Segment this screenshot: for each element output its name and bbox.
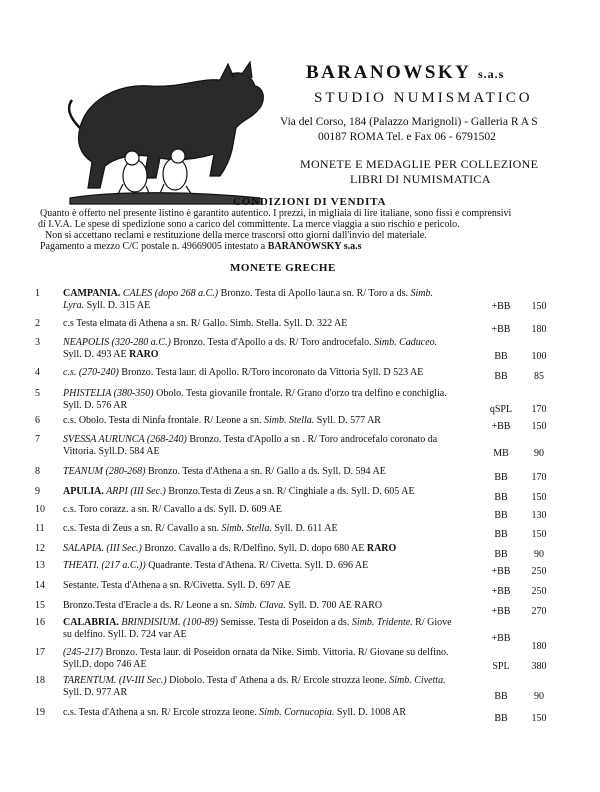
- item-number: 3: [35, 337, 40, 348]
- item-description: [63, 580, 488, 592]
- item-description: [63, 367, 488, 379]
- item-number: 6: [35, 415, 40, 426]
- description-line: [63, 337, 488, 349]
- item-description: [63, 415, 488, 427]
- item-price: 90: [534, 691, 544, 702]
- item-description: [63, 337, 488, 361]
- text-segment: Bronzo. Testa laur. di Apollo. R/Toro incoronato da Vittoria Syll. D 523 AE: [118, 367, 424, 378]
- text-segment: Quadrante. Testa d'Athena. R/ Civetta. Syll. D. 696 AE: [145, 560, 369, 571]
- item-price: 150: [531, 492, 547, 503]
- text-segment: NEAPOLIS (320-280 a.C.): [63, 337, 171, 348]
- item-grade: BB: [494, 549, 508, 560]
- text-segment: Lyra.: [63, 300, 85, 311]
- description-line: [63, 707, 488, 719]
- text-segment: Simb. Caduceo.: [374, 337, 438, 348]
- text-segment: Semisse. Testa di Poseidon a ds.: [217, 617, 352, 628]
- description-line: [63, 600, 488, 612]
- text-segment: Sestante. Testa d'Athena a sn. R/Civetta. Syll. D. 697 AE: [63, 580, 291, 591]
- item-number: 13: [35, 560, 45, 571]
- description-line: [63, 629, 488, 641]
- text-segment: Simb. Civetta.: [389, 675, 446, 686]
- text-segment: Syll. D. 1008 AR: [334, 707, 407, 718]
- text-segment: Bronzo. Testa d'Apollo a ds. R/ Toro androcefalo.: [170, 337, 375, 348]
- item-grade: +BB: [491, 324, 511, 335]
- text-segment: R/ Giove: [412, 617, 452, 628]
- description-line: [63, 486, 488, 498]
- description-line: [63, 318, 488, 330]
- description-line: [63, 446, 488, 458]
- text-segment: Simb. Stella.: [221, 523, 272, 534]
- text-segment: c.s Testa elmata di Athena a sn. R/ Gallo. Simb. Stella. Syll. D. 322 AE: [63, 318, 348, 329]
- item-number: 2: [35, 318, 40, 329]
- text-segment: Syll.D. dopo 746 AE: [63, 659, 147, 670]
- text-segment: APULIA.: [63, 486, 104, 497]
- text-segment: PHISTELIA (380-350): [63, 388, 154, 399]
- text-segment: Syll. D. 611 AE: [271, 523, 338, 534]
- description-line: [63, 349, 488, 361]
- text-segment: THEATI. (217 a.C.)): [63, 560, 146, 571]
- address-line-1: Via del Corso, 184 (Palazzo Marignoli) - Galleria R A S: [280, 116, 538, 128]
- item-price: 180: [531, 641, 547, 652]
- item-number: 18: [35, 675, 45, 686]
- address-line-2: 00187 ROMA Tel. e Fax 06 - 6791502: [318, 131, 496, 143]
- item-grade: BB: [494, 691, 508, 702]
- item-description: [63, 434, 488, 458]
- item-grade: BB: [494, 492, 508, 503]
- text-segment: Syll. D. 576 AR: [63, 400, 128, 411]
- text-segment: Simb. Cornucopia.: [259, 707, 335, 718]
- conditions-title: CONDIZIONI DI VENDITA: [233, 196, 387, 208]
- item-grade: +BB: [491, 301, 511, 312]
- item-description: [63, 707, 488, 719]
- brand-suffix: s.a.s: [477, 67, 505, 81]
- item-number: 19: [35, 707, 45, 718]
- item-grade: +BB: [491, 566, 511, 577]
- item-grade: BB: [494, 472, 508, 483]
- conditions-line-4: [40, 241, 362, 252]
- item-grade: BB: [494, 351, 508, 362]
- item-grade: BB: [494, 510, 508, 521]
- item-price: 170: [531, 404, 547, 415]
- conditions-line-1: Quanto è offerto nel presente listino è garantito autentico. I prezzi, in migliaia di lire italiane, sono fissi e comprensivi: [40, 208, 512, 219]
- studio-subtitle: STUDIO NUMISMATICO: [314, 90, 533, 106]
- item-description: [63, 388, 488, 412]
- text-segment: CALABRIA.: [63, 617, 119, 628]
- description-line: [63, 504, 488, 516]
- item-number: 9: [35, 486, 40, 497]
- item-price: 150: [531, 421, 547, 432]
- she-wolf-logo: [60, 58, 270, 208]
- item-number: 10: [35, 504, 45, 515]
- item-number: 12: [35, 543, 45, 554]
- text-segment: Simb. Tridente.: [351, 617, 413, 628]
- text-segment: Syll. D. 315 AE: [84, 300, 151, 311]
- item-price: 100: [531, 351, 547, 362]
- item-grade: +BB: [491, 633, 511, 644]
- item-description: [63, 675, 488, 699]
- text-segment: RARO: [366, 543, 397, 554]
- item-price: 150: [531, 301, 547, 312]
- text-segment: Diobolo. Testa d' Athena a ds. R/ Ercole strozza leone.: [166, 675, 390, 686]
- text-segment: CALES (dopo 268 a.C.): [120, 288, 219, 299]
- description-line: [63, 687, 488, 699]
- item-price: 170: [531, 472, 547, 483]
- item-price: 130: [531, 510, 547, 521]
- item-description: [63, 318, 488, 330]
- item-price: 180: [531, 324, 547, 335]
- item-description: [63, 600, 488, 612]
- text-segment: c.s. Testa d'Athena a sn. R/ Ercole strozza leone.: [63, 707, 260, 718]
- text-segment: Syll. D. 700 AE RARO: [285, 600, 383, 611]
- item-number: 5: [35, 388, 40, 399]
- text-segment: c.s. Toro corazz. a sn. R/ Cavallo a ds. Syll. D. 609 AE: [63, 504, 282, 515]
- item-price: 250: [531, 566, 547, 577]
- description-line: [63, 543, 488, 555]
- text-segment: c.s. Testa di Zeus a sn. R/ Cavallo a sn.: [63, 523, 222, 534]
- item-grade: qSPL: [489, 404, 513, 415]
- item-number: 1: [35, 288, 40, 299]
- text-segment: Syll. D. 577 AR: [314, 415, 381, 426]
- description-line: [63, 675, 488, 687]
- text-segment: Bronzo.Testa di Zeus a sn. R/ Cinghiale a ds. Syll. D. 605 AE: [165, 486, 415, 497]
- item-description: [63, 617, 488, 641]
- description-line: [63, 367, 488, 379]
- text-segment: Simb. Stella.: [264, 415, 315, 426]
- text-segment: TARENTUM. (IV-III Sec.): [63, 675, 167, 686]
- description-line: [63, 523, 488, 535]
- text-segment: Syll. D. 977 AR: [63, 687, 128, 698]
- offer-line-1: MONETE E MEDAGLIE PER COLLEZIONE: [300, 157, 539, 171]
- item-description: [63, 504, 488, 516]
- text-segment: (245-217): [63, 647, 103, 658]
- item-description: [63, 543, 488, 555]
- payment-text: Pagamento a mezzo C/C postale n. 49669005 intestato a: [40, 241, 268, 252]
- text-segment: BRINDISIUM. (100-89): [118, 617, 218, 628]
- item-number: 11: [35, 523, 45, 534]
- item-grade: BB: [494, 713, 508, 724]
- item-number: 8: [35, 466, 40, 477]
- description-line: [63, 659, 488, 671]
- item-number: 16: [35, 617, 45, 628]
- description-line: [63, 415, 488, 427]
- text-segment: su delfino. Syll. D. 724 var AE: [63, 629, 187, 640]
- item-description: [63, 523, 488, 535]
- description-line: [63, 434, 488, 446]
- item-number: 15: [35, 600, 45, 611]
- text-segment: Bronzo. Cavallo a ds. R/Delfino. Syll. D. dopo 680 AE: [141, 543, 367, 554]
- description-line: [63, 647, 488, 659]
- item-number: 4: [35, 367, 40, 378]
- conditions-line-2: di I.V.A. Le spese di spedizione sono a carico del committente. La merce viaggia a suo rischio e pericolo.: [38, 219, 460, 230]
- item-price: 85: [534, 371, 544, 382]
- item-price: 90: [534, 549, 544, 560]
- text-segment: Bronzo. Testa d'Apollo a sn . R/ Toro androcefalo coronato da: [186, 434, 438, 445]
- item-price: 270: [531, 606, 547, 617]
- item-price: 380: [531, 661, 547, 672]
- conditions-line-3: Non si accettano reclami e restituzione della merce trascorsi otto giorni dall'invio del materiale.: [45, 230, 427, 241]
- brand-title: BARANOWSKY: [306, 62, 471, 83]
- item-grade: BB: [494, 371, 508, 382]
- text-segment: Bronzo. Testa laur. di Poseidon ornata da Nike. Simb. Vittoria. R/ Giovane su delfino.: [103, 647, 449, 658]
- item-description: [63, 647, 488, 671]
- item-price: 250: [531, 586, 547, 597]
- text-segment: CAMPANIA.: [63, 288, 121, 299]
- text-segment: ARPI (III Sec.): [103, 486, 166, 497]
- payment-payee: BARANOWSKY s.a.s: [267, 241, 362, 252]
- description-line: [63, 300, 488, 312]
- item-number: 14: [35, 580, 45, 591]
- description-line: [63, 288, 488, 300]
- item-grade: BB: [494, 529, 508, 540]
- item-number: 7: [35, 434, 40, 445]
- item-description: [63, 486, 488, 498]
- item-price: 150: [531, 529, 547, 540]
- text-segment: Obolo. Testa giovanile frontale. R/ Grano d'orzo tra delfino e conchiglia.: [153, 388, 447, 399]
- text-segment: Syll. D. 493 AE: [63, 349, 130, 360]
- text-segment: TEANUM (280-268): [63, 466, 146, 477]
- item-grade: +BB: [491, 586, 511, 597]
- item-grade: MB: [493, 448, 509, 459]
- description-line: [63, 388, 488, 400]
- item-price: 150: [531, 713, 547, 724]
- description-line: [63, 466, 488, 478]
- text-segment: Vittoria. Syll.D. 584 AE: [63, 446, 160, 457]
- item-grade: +BB: [491, 606, 511, 617]
- description-line: [63, 580, 488, 592]
- text-segment: c.s. Obolo. Testa di Ninfa frontale. R/ Leone a sn.: [63, 415, 265, 426]
- text-segment: Bronzo. Testa di Apollo laur.a sn. R/ Toro a ds.: [218, 288, 411, 299]
- description-line: [63, 560, 488, 572]
- text-segment: SALAPIA. (III Sec.): [63, 543, 142, 554]
- text-segment: RARO: [129, 349, 159, 360]
- item-description: [63, 288, 488, 312]
- item-number: 17: [35, 647, 45, 658]
- text-segment: SVESSA AURUNCA (268-240): [63, 434, 187, 445]
- item-grade: SPL: [492, 661, 510, 672]
- description-line: [63, 400, 488, 412]
- text-segment: Simb. Clava.: [234, 600, 286, 611]
- item-grade: +BB: [491, 421, 511, 432]
- text-segment: Bronzo. Testa d'Athena a sn. R/ Gallo a ds. Syll. D. 594 AE: [145, 466, 386, 477]
- brand-name: [306, 62, 504, 84]
- item-price: 90: [534, 448, 544, 459]
- section-title: MONETE GRECHE: [230, 262, 336, 274]
- item-description: [63, 560, 488, 572]
- item-description: [63, 466, 488, 478]
- text-segment: Simb.: [410, 288, 433, 299]
- text-segment: Bronzo.Testa d'Eracle a ds. R/ Leone a sn.: [63, 600, 235, 611]
- text-segment: c.s. (270-240): [63, 367, 119, 378]
- offer-line-2: LIBRI DI NUMISMATICA: [350, 172, 491, 186]
- description-line: [63, 617, 488, 629]
